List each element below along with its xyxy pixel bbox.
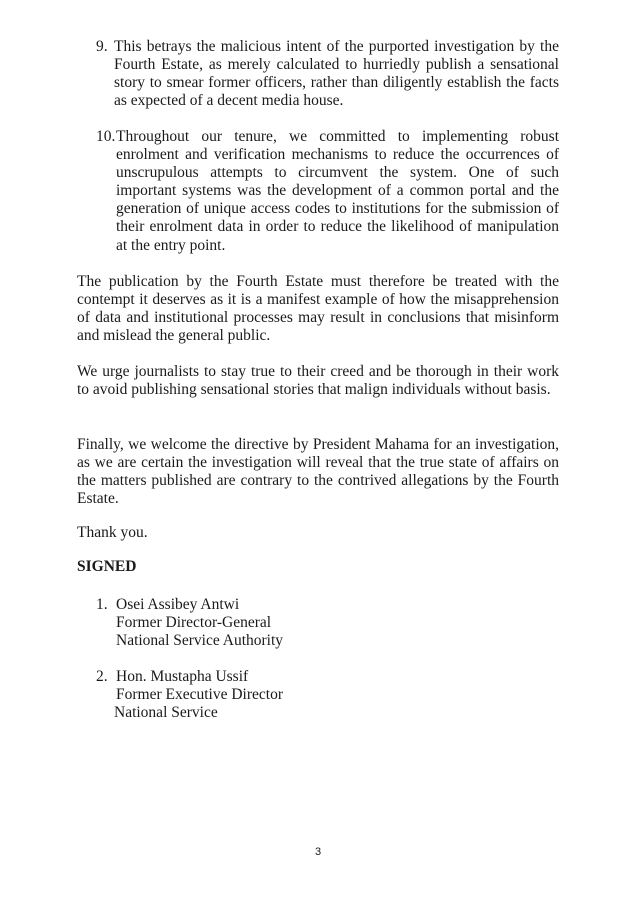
paragraph-publication: The publication by the Fourth Estate must therefore be treated with the contempt it deserves as it is a manifest example of how the misapprehension of data and institutional processes may result in conclusions that misinform and mislead the general public. bbox=[77, 273, 559, 345]
paragraph-thank-you: Thank you. bbox=[77, 524, 148, 541]
signatory-1 bbox=[96, 596, 283, 651]
signatory-number: 2. bbox=[96, 668, 108, 685]
signatory-title: Former Executive Director bbox=[116, 686, 283, 704]
item-number: 10. bbox=[96, 128, 116, 145]
numbered-item-10 bbox=[96, 128, 559, 255]
signatory-organization: National Service Authority bbox=[116, 632, 284, 650]
signed-heading: SIGNED bbox=[77, 558, 137, 575]
item-number: 9. bbox=[96, 38, 108, 55]
signatory-name: Osei Assibey Antwi bbox=[116, 596, 240, 613]
signatory-title: Former Director-General bbox=[116, 614, 272, 632]
signatory-2 bbox=[96, 668, 283, 723]
item-text: Throughout our tenure, we committed to implementing robust enrolment and verification mechanisms to reduce the occurrences of unscrupulous attempts to circumvent the system. One of such important systems was the development of a common portal and the generation of unique access codes to institutions for the submission of their enrolment data in order to reduce the likelihood of manipulation at the entry point. bbox=[116, 128, 559, 254]
signatory-number: 1. bbox=[96, 596, 108, 613]
paragraph-journalists: We urge journalists to stay true to their creed and be thorough in their work to avoid publishing sensational stories that malign individuals without basis. bbox=[77, 363, 559, 399]
page-number: 3 bbox=[314, 846, 322, 858]
signatory-organization: National Service bbox=[114, 704, 218, 722]
item-text: This betrays the malicious intent of the purported investigation by the Fourth Estate, as merely calculated to hurriedly publish a sensational story to smear former officers, rather than diligently establish the facts as expected of a decent media house. bbox=[114, 38, 559, 110]
paragraph-finally: Finally, we welcome the directive by President Mahama for an investigation, as we are certain the investigation will reveal that the true state of affairs on the matters published are contrary to the contrived allegations by the Fourth Estate. bbox=[77, 436, 559, 508]
signatory-name: Hon. Mustapha Ussif bbox=[116, 668, 249, 685]
numbered-item-9 bbox=[96, 38, 559, 110]
